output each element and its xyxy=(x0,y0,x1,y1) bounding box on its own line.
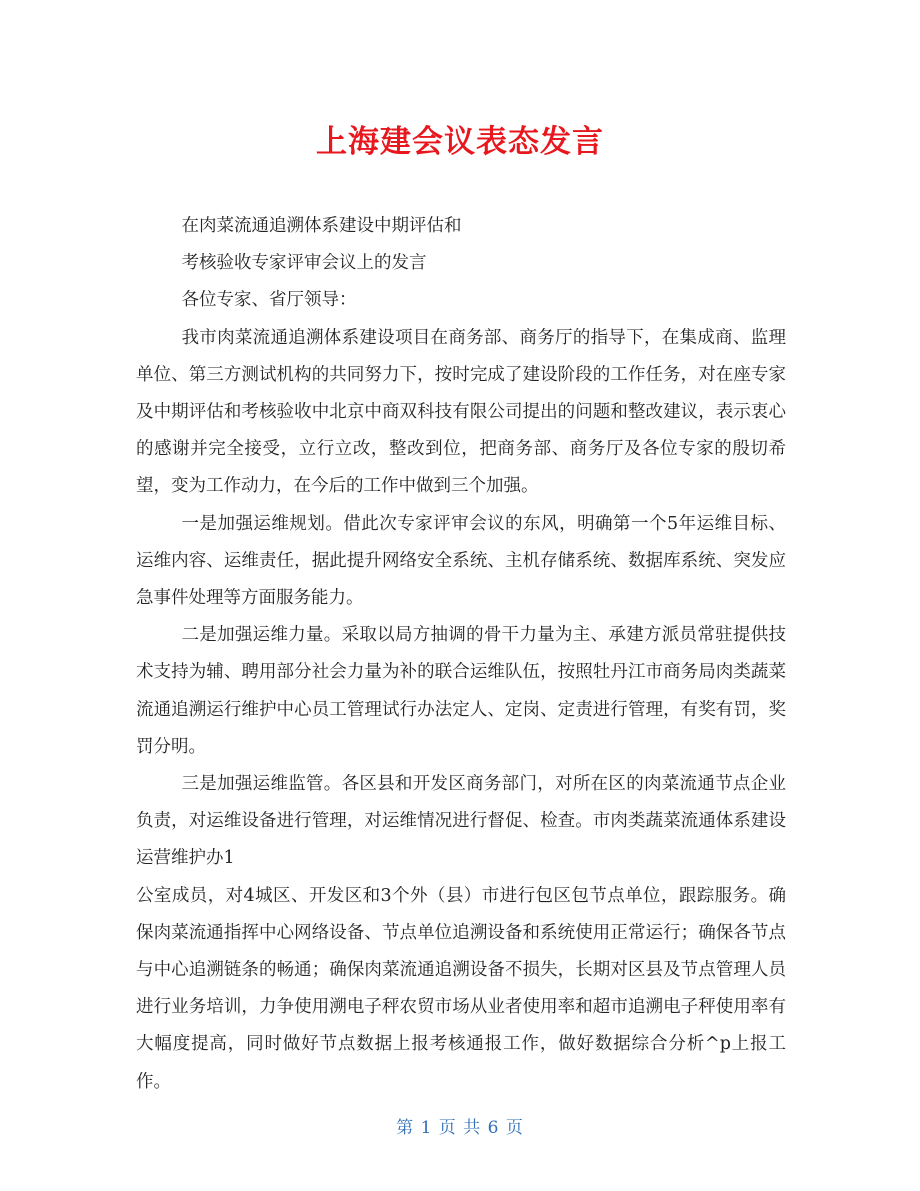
salutation: 各位专家、省厅领导： xyxy=(181,290,357,311)
body-paragraph: 二是加强运维力量。采取以局方抽调的骨干力量为主、承建方派员常驻提供技术支持为辅、聘用部分社会力量为补的联合运维队伍，按照牡丹江市商务局肉类蔬菜流通追溯运行维护中心员工管理试行办法定人、定岗、定责进行管理，有奖有罚，奖罚分明。 xyxy=(136,625,786,757)
document-title: 上海建会议表态发言 xyxy=(316,124,604,160)
document-body xyxy=(136,208,786,1101)
body-paragraph-continued: 公室成员，对4城区、开发区和3个外（县）市进行包区包节点单位，跟踪服务。确保肉菜流通指挥中心网络设备、节点单位追溯设备和系统使用正常运行；确保各节点与中心追溯链条的畅通；确保肉菜流通追溯设备不损失，长期对区县及节点管理人员进行业务培训，力争使用溯电子秤农贸市场从业者使用率和超市追溯电子秤使用率有大幅度提高，同时做好节点数据上报考核通报工作，做好数据综合分析^p上报工作。 xyxy=(136,885,786,1092)
body-paragraph: 我市肉菜流通追溯体系建设项目在商务部、商务厅的指导下，在集成商、监理单位、第三方测试机构的共同努力下，按时完成了建设阶段的工作任务，对在座专家及中期评估和考核验收中北京中商双科技有限公司提出的问题和整改建议，表示衷心的感谢并完全接受，立行立改，整改到位，把商务部、商务厅及各位专家的殷切希望，变为工作动力，在今后的工作中做到三个加强。 xyxy=(136,327,786,497)
page-number-footer: 第 1 页 共 6 页 xyxy=(396,1118,524,1138)
subtitle-line-2: 考核验收专家评审会议上的发言 xyxy=(181,253,427,274)
body-paragraph: 三是加强运维监管。各区县和开发区商务部门，对所在区的肉菜流通节点企业负责，对运维设备进行管理，对运维情况进行督促、检查。市肉类蔬菜流通体系建设运营维护办1 xyxy=(136,774,786,869)
body-paragraph: 一是加强运维规划。借此次专家评审会议的东风，明确第一个5年运维目标、运维内容、运维责任，据此提升网络安全系统、主机存储系统、数据库系统、突发应急事件处理等方面服务能力。 xyxy=(136,513,786,609)
subtitle-line-1: 在肉菜流通追溯体系建设中期评估和 xyxy=(181,216,462,236)
